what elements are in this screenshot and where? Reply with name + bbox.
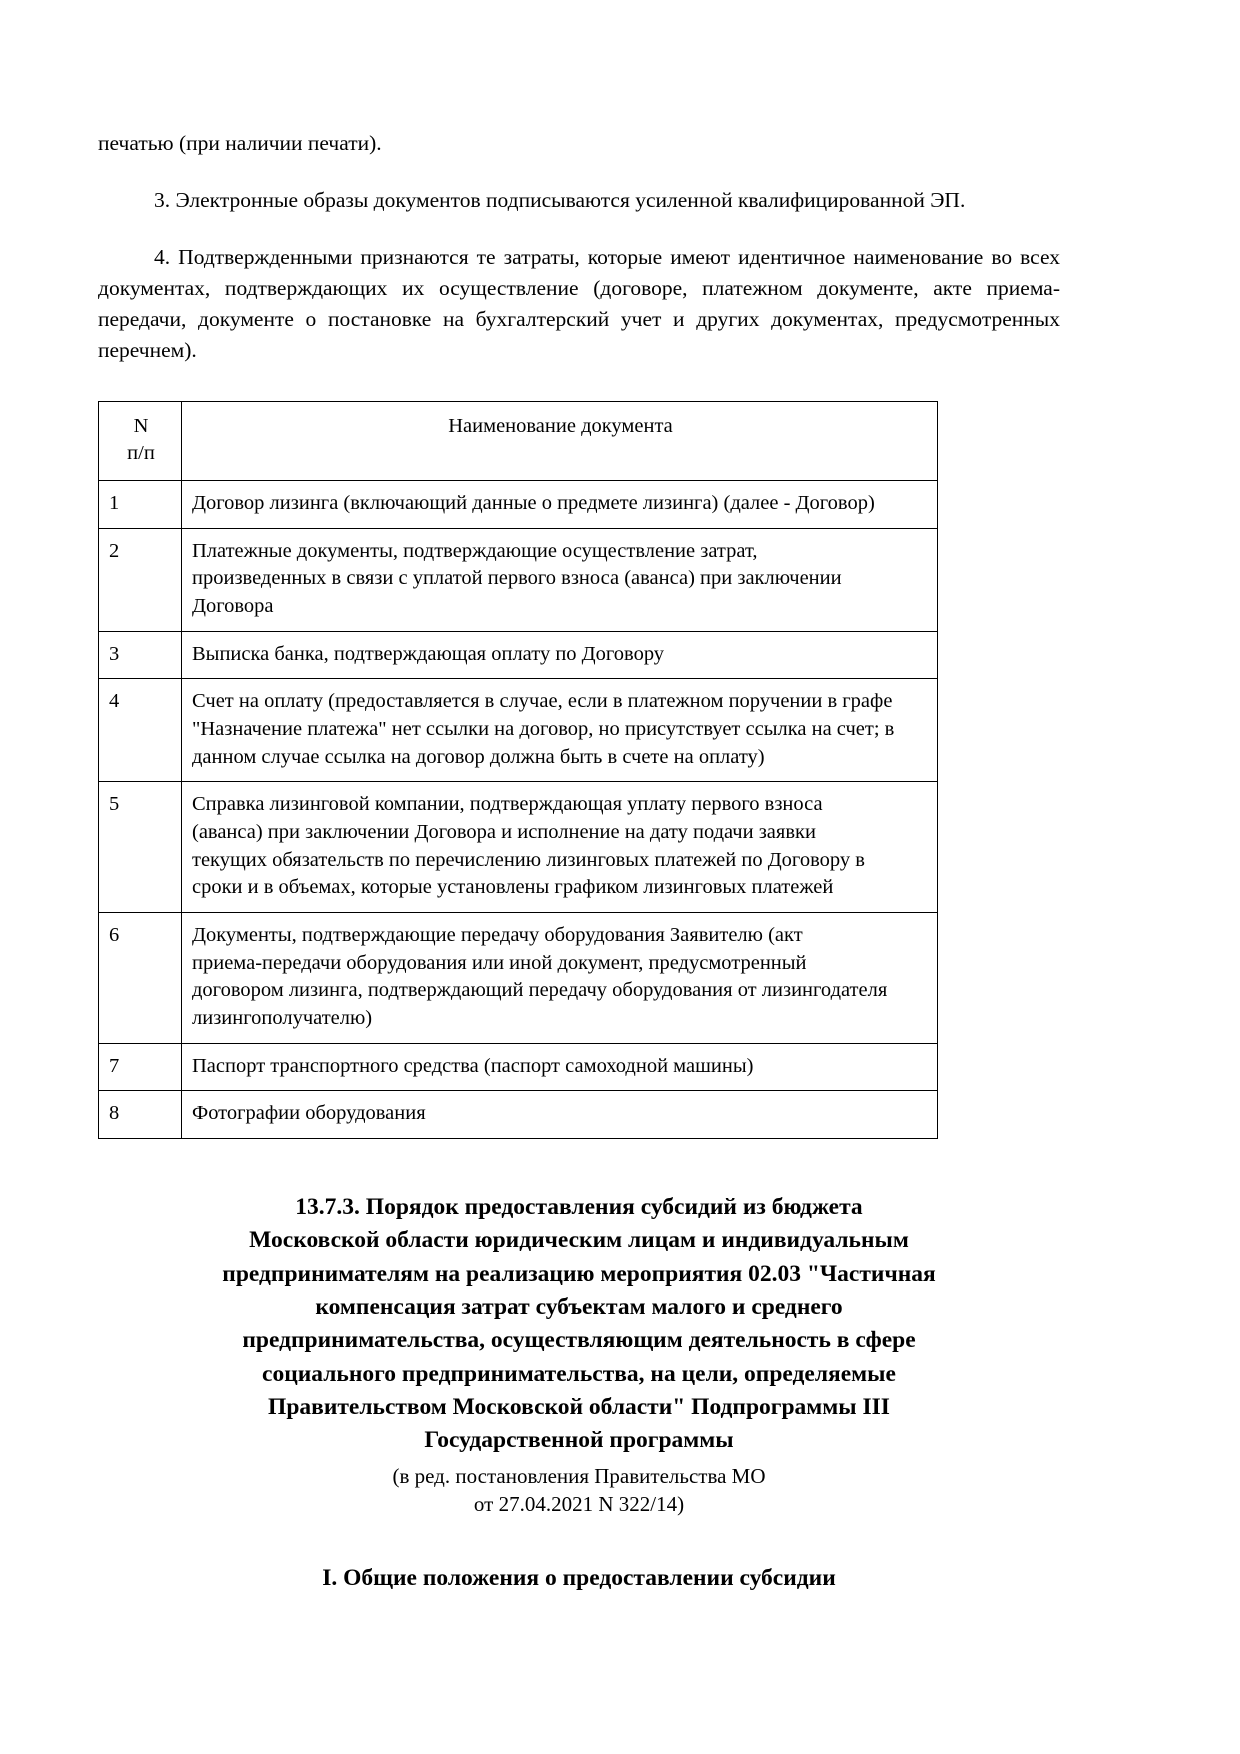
documents-table — [98, 401, 938, 1139]
paragraph-item-3: 3. Электронные образы документов подписываются усиленной квалифицированной ЭП. — [154, 187, 966, 212]
row-text-line: Выписка банка, подтверждающая оплату по Договору — [192, 642, 665, 665]
row-document-name — [182, 782, 938, 913]
table-body — [99, 480, 938, 1138]
row-document-name — [182, 528, 938, 631]
title-line: предпринимателям на реализацию мероприятия 02.03 "Частичная — [222, 1260, 936, 1287]
row-number: 8 — [99, 1091, 182, 1139]
table-row — [99, 480, 938, 528]
row-text-line: (аванса) при заключении Договора и исполнение на дату подачи заявки — [192, 820, 816, 843]
row-number: 4 — [99, 679, 182, 782]
paragraph-seal: печатью (при наличии печати). — [98, 131, 382, 155]
row-number: 1 — [99, 480, 182, 528]
row-number: 3 — [99, 631, 182, 679]
row-text-line: сроки и в объемах, которые установлены графиком лизинговых платежей — [192, 876, 834, 899]
revision-line: (в ред. постановления Правительства МО — [392, 1463, 766, 1488]
row-number: 7 — [99, 1043, 182, 1091]
row-document-name — [182, 1091, 938, 1139]
table-header-row — [99, 402, 938, 480]
row-text-line: Справка лизинговой компании, подтверждающая уплату первого взноса — [192, 793, 823, 816]
row-text-line: лизингополучателю) — [192, 1006, 373, 1029]
title-line: компенсация затрат субъектам малого и среднего — [315, 1294, 843, 1321]
row-text-line: Документы, подтверждающие передачу оборудования Заявителю (акт — [192, 923, 803, 946]
header-cell-name: Наименование документа — [182, 402, 938, 480]
title-line: предпринимательства, осуществляющим деятельность в сфере — [242, 1327, 916, 1354]
header-number-line2: п/п — [127, 441, 155, 464]
revision-line: от 27.04.2021 N 322/14) — [473, 1492, 685, 1517]
row-text-line: данном случае ссылка на договор должна быть в счете на оплату) — [192, 745, 765, 768]
title-line: 13.7.3. Порядок предоставления субсидий из бюджета — [295, 1193, 863, 1220]
table-header — [99, 402, 938, 480]
row-text-line: произведенных в связи с уплатой первого взноса (аванса) при заключении — [192, 567, 842, 590]
section-heading-block — [98, 1191, 1060, 1592]
table-row — [99, 1043, 938, 1091]
paragraph-item-4: 4. Подтвержденными признаются те затраты, которые имеют идентичное наименование во всех документах, подтверждающих их осуществление (договоре, платежном документе, акте приема-передачи, документе о постановке на бухгалтерский учет и других документах, предусмотренных перечнем). — [98, 245, 1060, 362]
header-number-line1: N — [133, 415, 149, 438]
row-text-line: Платежные документы, подтверждающие осуществление затрат, — [192, 539, 758, 562]
row-number: 5 — [99, 782, 182, 913]
row-number: 6 — [99, 912, 182, 1043]
row-document-name — [182, 480, 938, 528]
row-text-line: Паспорт транспортного средства (паспорт самоходной машины) — [192, 1054, 754, 1077]
header-cell-number — [99, 402, 182, 480]
table-row — [99, 631, 938, 679]
row-text-line: приема-передачи оборудования или иной документ, предусмотренный — [192, 951, 807, 974]
row-text-line: Договора — [192, 594, 274, 617]
spacer — [98, 215, 1060, 242]
revision-note — [98, 1462, 1060, 1519]
row-text-line: договором лизинга, подтверждающий передачу оборудования от лизингодателя — [192, 979, 888, 1002]
row-text-line: "Назначение платежа" нет ссылки на договор, но присутствует ссылка на счет; в — [192, 717, 895, 740]
row-number: 2 — [99, 528, 182, 631]
row-document-name — [182, 679, 938, 782]
spacer — [98, 159, 1060, 185]
subsection-title: I. Общие положения о предоставлении субсидии — [322, 1564, 836, 1591]
page-content — [98, 128, 1060, 1592]
table-row — [99, 528, 938, 631]
title-line: Государственной программы — [424, 1427, 734, 1454]
table-row — [99, 679, 938, 782]
table-row — [99, 1091, 938, 1139]
row-document-name — [182, 1043, 938, 1091]
row-text-line: Фотографии оборудования — [192, 1102, 426, 1125]
table-row — [99, 782, 938, 913]
title-line: Московской области юридическим лицам и индивидуальным — [249, 1227, 909, 1254]
row-document-name — [182, 912, 938, 1043]
section-title — [149, 1191, 1009, 1458]
title-line: социального предпринимательства, на цели, определяемые — [262, 1360, 896, 1387]
title-line: Правительством Московской области" Подпрограммы III — [268, 1394, 890, 1421]
row-text-line: Договор лизинга (включающий данные о предмете лизинга) (далее - Договор) — [192, 491, 875, 514]
row-text-line: текущих обязательств по перечислению лизинговых платежей по Договору в — [192, 848, 865, 871]
row-document-name — [182, 631, 938, 679]
row-text-line: Счет на оплату (предоставляется в случае, если в платежном поручении в графе — [192, 690, 893, 713]
table-row — [99, 912, 938, 1043]
